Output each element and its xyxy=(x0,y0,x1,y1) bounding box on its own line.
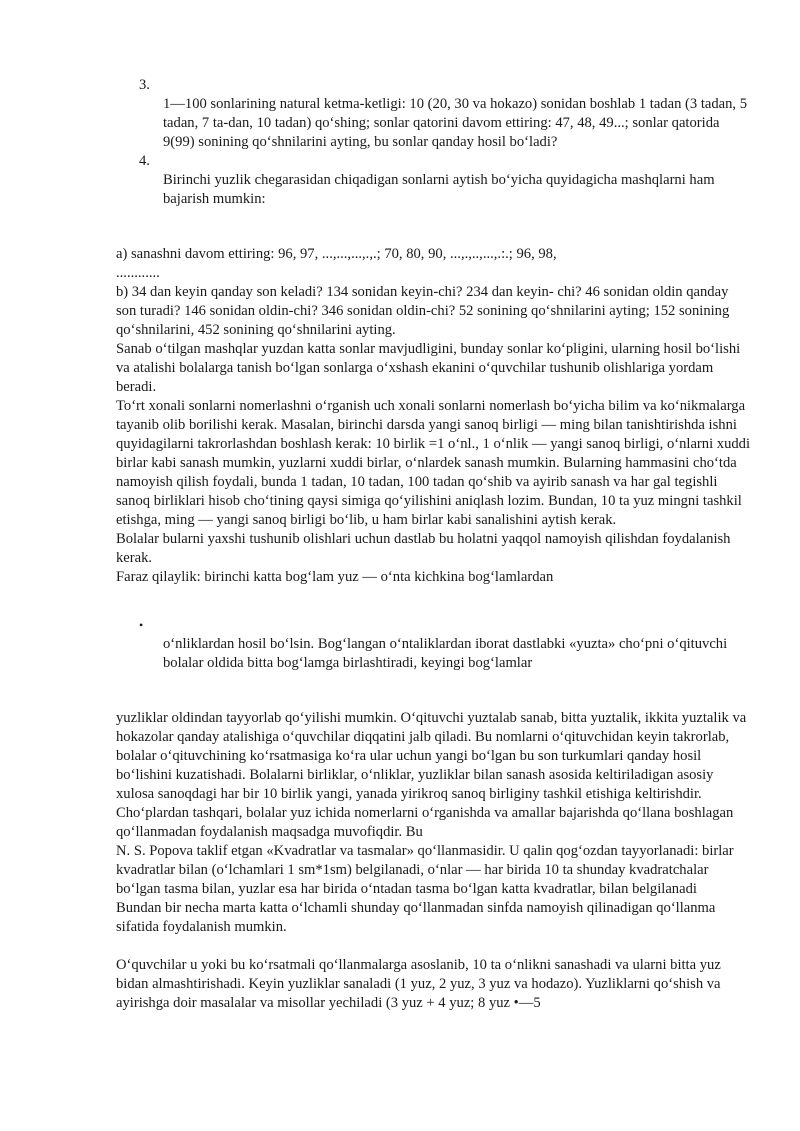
paragraph-popova: N. S. Popova taklif etgan «Kvadratlar va tasmalar» qo‘llanmasidir. U qalin qog‘ozdan tayyorlanadi: birlar kvadratlar bilan (o‘lchamlari 1 sm*1sm) belgilanadi, o‘nlar — har birida 10 ta shunday kvadratchalar bo‘lgan tasma bilan, yuzlar esa har birida o‘ntadan tasma bo‘lgan katta kvadratlar, bilan belgilanadi xyxy=(116,843,734,897)
list-marker-3: 3. xyxy=(139,77,150,93)
blank-line xyxy=(116,937,752,956)
list-marker-4: 4. xyxy=(139,153,150,169)
list-item-4-text: Birinchi yuzlik chegarasidan chiqadigan sonlarni aytish bo‘yicha quyidagicha mashqlarni ham bajarish mumkin: xyxy=(163,172,715,207)
paragraph-dots: ............ xyxy=(116,265,160,281)
paragraph-yuzliklar: yuzliklar oldindan tayyorlab qo‘yilishi mumkin. O‘qituvchi yuztalab sanab, bitta yuztalik, ikkita yuztalik va hokazolar qanday atalishiga o‘quvchilar diqqatini jalb qiladi. Bu nomlarni o‘qituvchidan keyin takrorlab, bolalar o‘qituvchining ko‘rsatmasiga ko‘ra ular uchun yangi bo‘lgan bu son turkumlari qanday hosil bo‘lishini kuzatishadi. Bolalarni birliklar, o‘nliklar, yuzliklar bilan sanash asosida keltiriladigan asosiy xulosa sanoqdagi har bir 10 birlik yangi, yanada yirikroq sanoq birliginy tashkil etishiga keltirishdir. xyxy=(116,710,747,802)
paragraph-b: b) 34 dan keyin qanday son keladi? 134 sonidan keyin-chi? 234 dan keyin- chi? 46 sonidan oldin qanday son turadi? 146 sonidan oldin-chi? 346 sonidan oldin-chi? 52 sonining qo‘shnilarini ayting; 152 sonining qo‘shnilarini, 452 sonining qo‘shnilarini ayting. xyxy=(116,284,730,338)
paragraph-a: a) sanashni davom ettiring: 96, 97, ...,...,...,.,.; 70, 80, 90, ...,.,..,...,.:.; 96, 98, xyxy=(116,246,557,262)
paragraph-tort: To‘rt xonali sonlarni nomerlashni o‘rganish uch xonali sonlarni nomerlash bo‘yicha bilim va ko‘nikmalarga tayanib olib borilishi kerak. Masalan, birinchi darsda yangi sanoq birligi — ming bilan tanishtirishda ishni quyidagilarni takrorlashdan boshlash kerak: 10 birlik =1 o‘nl., 1 o‘nlik — yangi sanoq birligi, o‘nlarni xuddi birlar kabi sanash mumkin, yuzlarni xuddi birlar, o‘nlardek sanash mumkin. Bularning hammasini cho‘tda namoyish qilish foydali, bunda 1 tadan, 10 tadan, 100 tadan qo‘shib va ayirib sanash va har gal tegishli sanoq birliklari hisob cho‘tining qaysi simiga qo‘yilishini aniqlash lozim. Bundan, 10 ta yuz mingni tashkil etishga, ming — yangi sanoq birligi bo‘lib, u ham birlar kabi sanalishini aytish kerak. xyxy=(116,398,751,528)
main-body-section-1 xyxy=(116,245,752,587)
bullet-item-text: o‘nliklardan hosil bo‘lsin. Bog‘langan o‘ntaliklardan iborat dastlabki «yuzta» cho‘pni o‘qituvchi bolalar oldida bitta bog‘lamga birlashtiradi, keyingi bog‘lamlar xyxy=(163,636,728,671)
main-body-section-2 xyxy=(116,709,752,1013)
paragraph-oquvchilar: O‘quvchilar u yoki bu ko‘rsatmali qo‘llanmalarga asoslanib, 10 ta o‘nlikni sanashadi va ularni bitta yuz bidan almashtirishadi. Keyin yuzliklar sanaladi (1 yuz, 2 yuz, 3 yuz va hodazo). Yuzliklarni qo‘shish va ayirishga doir masalalar va misollar yechiladi (3 yuz + 4 yuz; 8 yuz •—5 xyxy=(116,957,721,1011)
list-item-3-text: 1—100 sonlarining natural ketma-ketligi: 10 (20, 30 va hokazo) sonidan boshlab 1 tadan (3 tadan, 5 tadan, 7 ta-dan, 10 tadan) qo‘shing; sonlar qatorini davom ettiring: 47, 48, 49...; sonlar qatorida 9(99) sonining qo‘shnilarini ayting, bu sonlar qanday hosil bo‘ladi? xyxy=(163,96,748,150)
paragraph-sanab: Sanab o‘tilgan mashqlar yuzdan katta sonlar mavjudligini, bunday sonlar ko‘pligini, ularning hosil bo‘lishi va atalishi bolalarga tanish bo‘lgan sonlarga o‘xshash ekanini o‘quvchilar tushunib olishlariga yordam beradi. xyxy=(116,341,741,395)
paragraph-faraz: Faraz qilaylik: birinchi katta bog‘lam yuz — o‘nta kichkina bog‘lamlardan xyxy=(116,569,554,585)
paragraph-bolalar: Bolalar bularni yaxshi tushunib olishlari uchun dastlab bu holatni yaqqol namoyish qilishdan foydalanish kerak. xyxy=(116,531,731,566)
bullet-marker: • xyxy=(139,618,144,632)
paragraph-bundan: Bundan bir necha marta katta o‘lchamli shunday qo‘llanmadan sinfda namoyish qilinadigan qo‘llanma sifatida foydalanish mumkin. xyxy=(116,900,716,935)
paragraph-choplardan: Cho‘plardan tashqari, bolalar yuz ichida nomerlarni o‘rganishda va amallar bajarishda qo‘llana boshlagan qo‘llanmadan foydalanish maqsadga muvofiqdir. Bu xyxy=(116,805,734,840)
